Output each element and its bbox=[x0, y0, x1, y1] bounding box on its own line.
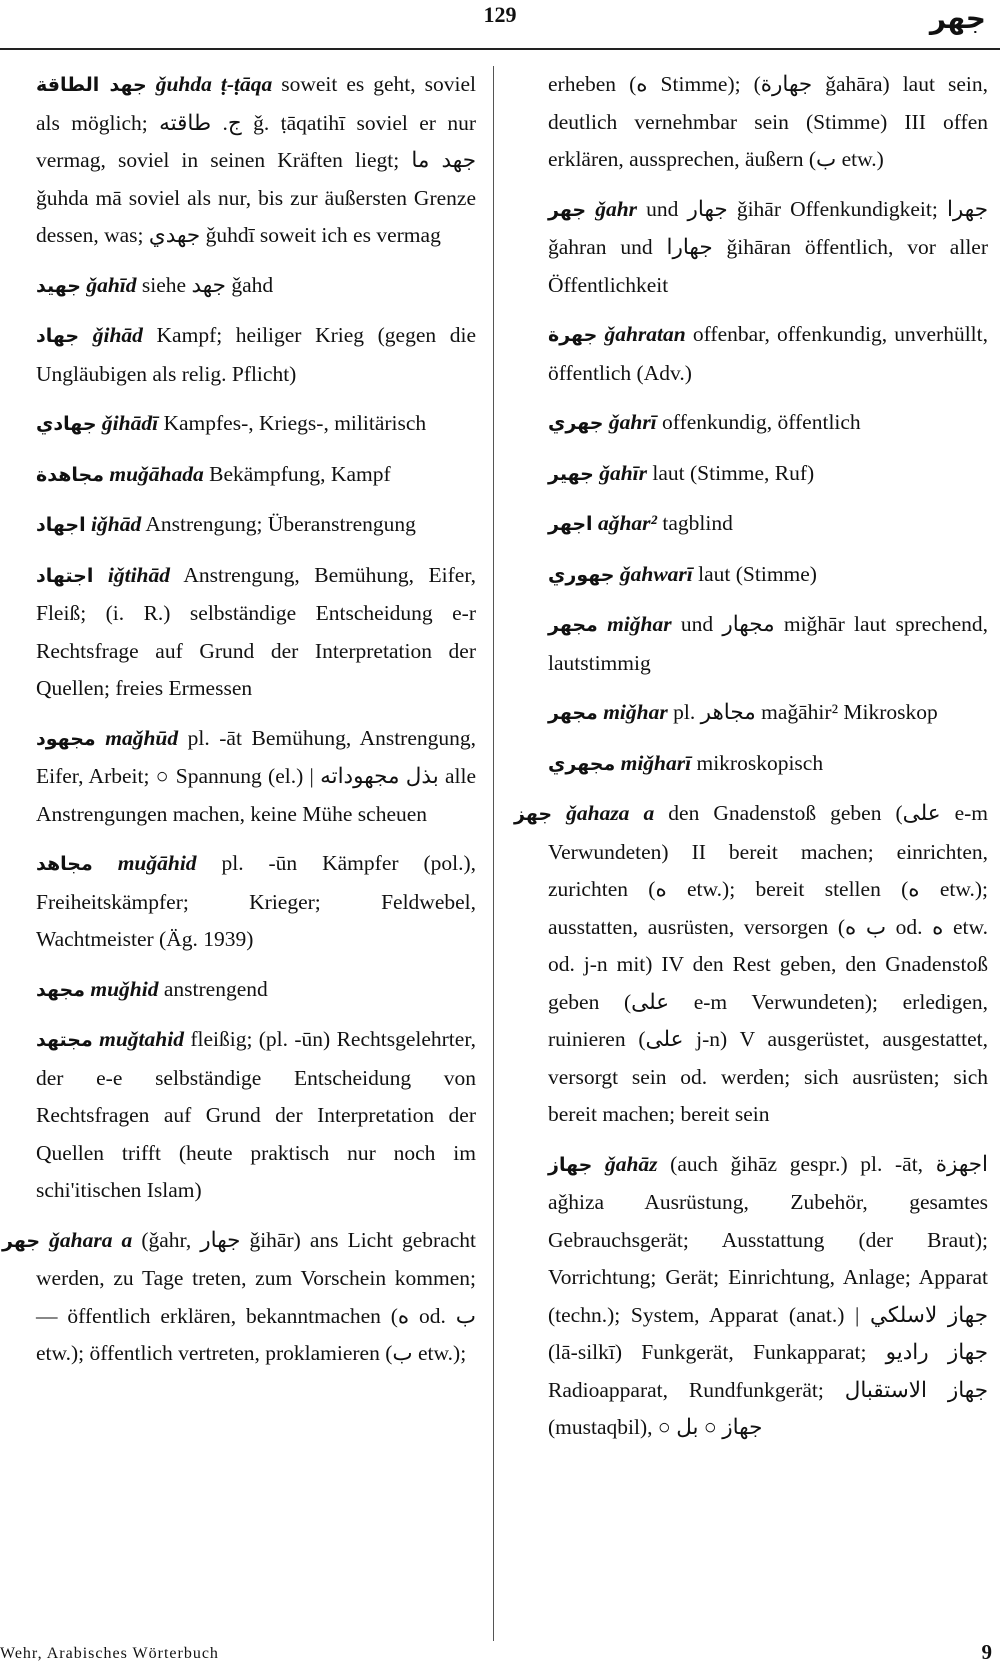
dictionary-entry bbox=[548, 455, 988, 494]
dictionary-entry bbox=[36, 456, 476, 495]
definition-text: erheben (ه Stimme); (جهارة ǧahāra) laut sein, deutlich vernehmbar sein (Stimme) III offen erklären, aussprechen, äußern (ب etw.) bbox=[548, 72, 988, 171]
definition-text: anstrengend bbox=[158, 976, 268, 1001]
arabic-headword: جهر bbox=[2, 1229, 41, 1252]
arabic-headword: جهادي bbox=[36, 413, 97, 435]
transliteration: ǧahīd bbox=[86, 272, 137, 297]
arabic-headword: جهيد bbox=[36, 274, 81, 297]
definition-text: (ǧahr, جهار ǧihār) ans Licht gebracht werden, zu Tage treten, zum Vorschein kommen; — öffentlich erklären, bekanntmachen (ه od. ب etw.); öffentlich vertreten, proklamieren (ب etw.); bbox=[36, 1227, 477, 1365]
dictionary-entry bbox=[36, 66, 476, 255]
transliteration: miǧharī bbox=[620, 750, 692, 775]
arabic-headword: مجاهدة bbox=[36, 463, 104, 486]
dictionary-entry bbox=[548, 404, 988, 443]
arabic-headword: مجهر bbox=[548, 614, 598, 636]
arabic-headword: اجتهاد bbox=[36, 564, 94, 587]
column-divider bbox=[493, 66, 494, 1641]
dictionary-entry bbox=[36, 557, 476, 708]
definition-text: pl. -ūn Kämpfer (pol.), Freiheitskämpfer; Krieger; Feldwebel, Wachtmeister (Äg. 1939) bbox=[36, 851, 476, 951]
left-column bbox=[2, 66, 477, 1385]
arabic-headword: جهري bbox=[548, 412, 604, 434]
dictionary-entry bbox=[548, 316, 988, 392]
dictionary-entry bbox=[548, 556, 988, 595]
arabic-headword: اجهاد bbox=[36, 514, 86, 536]
transliteration: miǧhar bbox=[607, 612, 672, 636]
definition-text: laut (Stimme, Ruf) bbox=[647, 460, 815, 485]
dictionary-entry bbox=[36, 267, 476, 306]
transliteration: ǧahrī bbox=[608, 410, 657, 434]
transliteration: ǧihād bbox=[92, 323, 143, 347]
transliteration: ǧihādī bbox=[101, 411, 159, 435]
arabic-headword: جهاز bbox=[548, 1153, 593, 1176]
arabic-headword: جهير bbox=[548, 462, 594, 485]
definition-text: fleißig; (pl. -ūn) Rechtsgelehrter, der e-e selbständige Entscheidung von Rechtsfragen auf Grund der Interpretation der Quellen trifft (heute praktisch nur noch im schi'itischen Islam) bbox=[36, 1027, 477, 1202]
definition-text: und جهار ǧihār Offenkundigkeit; جهرا ǧahran und جهارا ǧihāran öffentlich, vor aller Öffentlichkeit bbox=[548, 196, 988, 297]
arabic-headword: جهز bbox=[514, 803, 553, 825]
definition-text: pl. -āt Bemühung, Anstrengung, Eifer, Arbeit; ○ Spannung (el.) | بذل مجهوداته alle Anstrengungen machen, keine Mühe scheuen bbox=[36, 725, 477, 826]
dictionary-entry bbox=[36, 405, 476, 444]
dictionary-entry bbox=[548, 1146, 988, 1447]
transliteration: iǧhād bbox=[91, 512, 142, 536]
arabic-headword: مجهر bbox=[548, 702, 598, 724]
definition-text: mikroskopisch bbox=[691, 750, 824, 775]
arabic-headword: جهاد bbox=[36, 325, 80, 347]
transliteration: ǧahāz bbox=[604, 1151, 658, 1176]
arabic-headword: جهوري bbox=[548, 563, 615, 586]
definition-text: soweit es geht, soviel als möglich; ج. طاقته ǧ. ṭāqatihī soviel er nur vermag, soviel in seinen Kräften liegt; جهد ما ǧuhda mā soviel als nur, bis zur äußersten Grenze dessen, was; جهدي ǧuhdī soweit ich es vermag bbox=[36, 72, 476, 247]
transliteration: iǧtihād bbox=[107, 562, 171, 587]
transliteration: muǧhid bbox=[90, 976, 159, 1001]
dictionary-entry bbox=[36, 845, 476, 959]
running-headword: جهر bbox=[929, 2, 986, 35]
definition-text: den Gnadenstoß geben (على e-m Verwundeten) II bereit machen; einrichten, zurichten (ه etw.); bereit stellen (ه etw.); ausstatten, ausrüsten, versorgen (ب ه od. ه etw. od. j-n mit) IV den Rest geben, den Gnadenstoß geben (على e-m Verwundeten); erledigen, ruinieren (على j-n) V ausgerüstet, ausgestattet, versorgt sein od. werden; sich ausrüsten; sich bereit machen; bereit sein bbox=[548, 801, 989, 1126]
definition-text: (auch ǧihāz gespr.) pl. -āt, اجهزة aǧhiza Ausrüstung, Zubehör, gesamtes Gebrauchsgerät; Ausstattung (der Braut); Vorrichtung; Gerät; Einrichtung, Anlage; Apparat (techn.); System, Apparat (anat.) | جهاز لاسلكي (lā-silkī) Funkgerät, Funkapparat; جهاز راديو Radioapparat, Rundfunkgerät; جهاز الاستقبال (mustaqbil), ○ جهاز ○ بل bbox=[548, 1151, 989, 1439]
transliteration: ǧahwarī bbox=[619, 561, 693, 586]
transliteration: ǧahratan bbox=[604, 322, 686, 346]
arabic-headword: اجهر bbox=[548, 513, 593, 535]
definition-text: offenbar, offenkundig, unverhüllt, öffentlich (Adv.) bbox=[548, 322, 988, 385]
transliteration: ǧuhda ṭ-ṭāqa bbox=[155, 72, 273, 96]
dictionary-entry bbox=[548, 505, 988, 544]
dictionary-entry bbox=[36, 720, 476, 834]
dictionary-entry bbox=[548, 745, 988, 784]
definition-text: Kampf; heiliger Krieg (gegen die Ungläubigen als relig. Pflicht) bbox=[36, 323, 476, 386]
dictionary-entry bbox=[548, 66, 988, 179]
arabic-headword: جهد الطاقة bbox=[36, 74, 147, 96]
dictionary-entry bbox=[36, 506, 476, 545]
dictionary-entry bbox=[36, 971, 476, 1010]
page-number: 129 bbox=[483, 2, 517, 27]
transliteration: muǧāhid bbox=[117, 851, 197, 875]
transliteration: ǧahīr bbox=[599, 460, 647, 485]
transliteration: ǧahr bbox=[595, 196, 638, 221]
page-header bbox=[0, 0, 1000, 50]
arabic-headword: جهر bbox=[548, 198, 587, 221]
dictionary-entry bbox=[548, 191, 988, 305]
header-rule bbox=[0, 48, 1000, 50]
definition-text: siehe جهد ǧahd bbox=[136, 272, 274, 297]
transliteration: ǧahaza a bbox=[566, 801, 655, 825]
transliteration: muǧāhada bbox=[109, 461, 204, 486]
definition-text: offenkundig, öffentlich bbox=[656, 410, 861, 434]
transliteration: miǧhar bbox=[603, 700, 668, 724]
definition-text: Kampfes-, Kriegs-, militärisch bbox=[158, 411, 427, 435]
transliteration: muǧtahid bbox=[99, 1027, 184, 1051]
footer-source: Wehr, Arabisches Wörterbuch bbox=[0, 1645, 219, 1662]
root-entry bbox=[2, 1222, 477, 1373]
dictionary-entry bbox=[36, 1021, 476, 1210]
definition-text: pl. مجاهر maǧāhir² Mikroskop bbox=[667, 700, 938, 724]
arabic-headword: مجهود bbox=[36, 727, 96, 750]
definition-text: Anstrengung; Überanstrengung bbox=[141, 512, 416, 536]
arabic-headword: مجهري bbox=[548, 752, 616, 775]
transliteration: maǧhūd bbox=[105, 725, 179, 750]
definition-text: tagblind bbox=[656, 511, 733, 535]
definition-text: Bekämpfung, Kampf bbox=[203, 461, 391, 486]
dictionary-entry bbox=[548, 606, 988, 682]
arabic-headword: مجاهد bbox=[36, 853, 93, 875]
definition-text: laut (Stimme) bbox=[692, 561, 817, 586]
dictionary-entry bbox=[548, 694, 988, 733]
transliteration: aǧhar² bbox=[597, 511, 657, 535]
root-entry bbox=[514, 795, 989, 1134]
definition-text: Anstrengung, Bemühung, Eifer, Fleiß; (i. R.) selbständige Entscheidung e-r Rechtsfrage auf Grund der Interpretation der Quellen; freies Ermessen bbox=[36, 562, 476, 700]
arabic-headword: مجتهد bbox=[36, 1029, 93, 1051]
arabic-headword: جهرة bbox=[548, 324, 598, 346]
definition-text: und مجهار miǧhār laut sprechend, lautstimmig bbox=[548, 612, 989, 675]
arabic-headword: مجهد bbox=[36, 978, 85, 1001]
right-column bbox=[514, 66, 989, 1459]
footer-signature-number: 9 bbox=[981, 1640, 992, 1664]
transliteration: ǧahara a bbox=[49, 1227, 133, 1252]
dictionary-entry bbox=[36, 317, 476, 393]
